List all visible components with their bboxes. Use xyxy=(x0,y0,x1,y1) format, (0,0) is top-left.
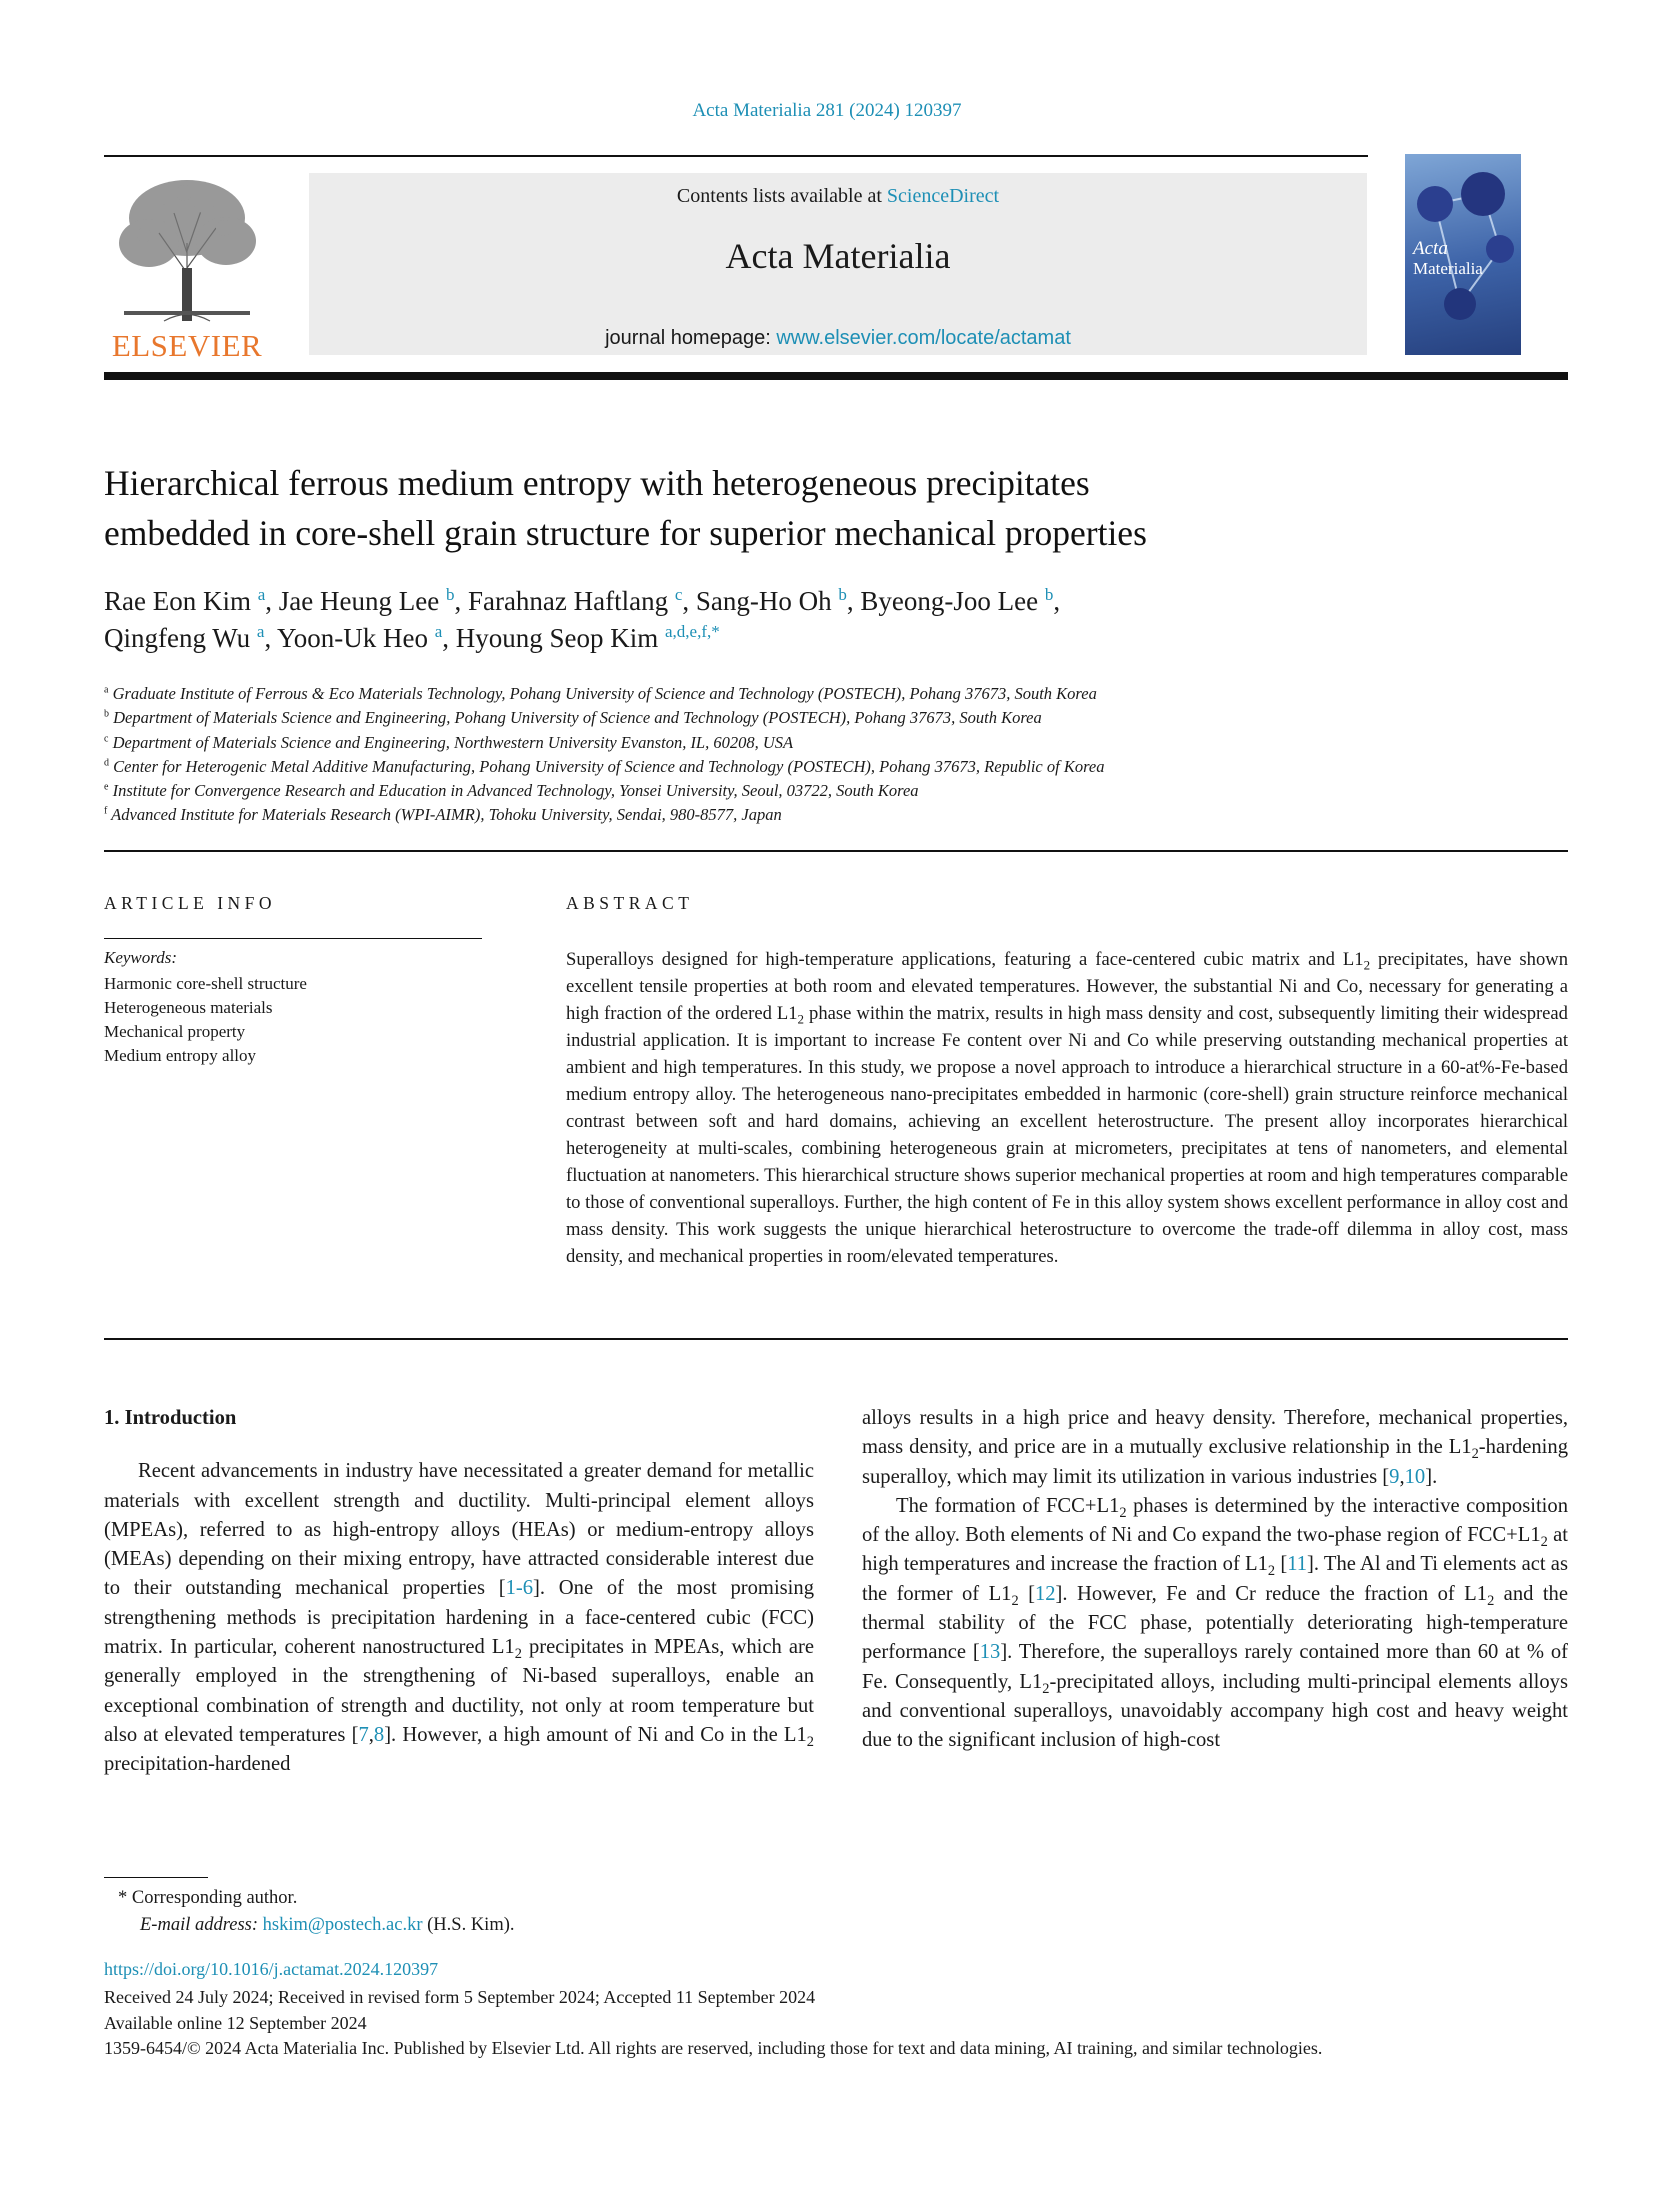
affiliation-list xyxy=(104,682,1504,828)
author[interactable]: Qingfeng Wu $^a$ xyxy=(104,622,265,653)
corresponding-author-footnote xyxy=(118,1885,515,1938)
title-line-1: Hierarchical ferrous medium entropy with heterogeneous precipitates xyxy=(104,463,1090,503)
keyword: Mechanical property xyxy=(104,1022,246,1041)
article-info-rule xyxy=(104,938,482,939)
elsevier-wordmark: ELSEVIER xyxy=(111,328,263,363)
keyword: Harmonic core-shell structure xyxy=(104,974,307,993)
section-heading-introduction: 1. Introduction xyxy=(104,1407,237,1429)
citation-link[interactable]: 1-6 xyxy=(505,1577,534,1600)
footnote-rule xyxy=(104,1877,208,1878)
contents-prefix: Contents lists available at xyxy=(676,185,887,207)
contents-available-line xyxy=(309,185,1367,208)
doi-link[interactable]: https://doi.org/10.1016/j.actamat.2024.120397 xyxy=(104,1959,439,1979)
keywords-label: Keywords: xyxy=(104,948,178,967)
abstract-text: Superalloys designed for high-temperature applications, featuring a face-centered cubic matrix and $L1_2$ precipitates, have shown excellent tensile properties at both room and elevated temperatures. However, the substantial Ni and Co, necessary for generating a high fraction of the ordered $L1_2$ phase within the matrix, results in high mass density and cost, subsequently limiting their widespread industrial application. It is important to increase Fe content over Ni and Co while preserving outstanding mechanical properties at ambient and high temperatures. In this study, we propose a novel approach to introduce a hierarchical structure in a 60-at%-Fe-based medium entropy alloy. The heterogeneous nano-precipitates embedded in harmonic (core-shell) grain structure reinforce mechanical contrast between soft and hard domains, achieving an excellent heterostructure. The present alloy incorporates hierarchical heterogeneity at multi-scales, combining heterogeneous grain at micrometers, precipitates at tens of nanometers, and elemental fluctuation at nanometers. This hierarchical structure shows superior mechanical properties at room and high temperatures comparable to those of conventional superalloys. Further, the high content of Fe in this alloy system shows excellent performance in alloy cost and mass density. This work suggests the unique hierarchical heterostructure to overcome the trade-off dilemma in alloy cost, mass density, and mechanical properties in room/elevated temperatures. xyxy=(566,949,1568,1267)
citation-link[interactable]: 11 xyxy=(1287,1553,1308,1576)
author[interactable]: Byeong-Joo Lee $^b$ xyxy=(860,585,1054,616)
cover-title-materialia: Materialia xyxy=(1413,259,1483,278)
keyword: Heterogeneous materials xyxy=(104,998,273,1017)
journal-reference-link[interactable]: Acta Materialia 281 (2024) 120397 xyxy=(692,100,962,121)
author[interactable]: Yoon-Uk Heo $^a$ xyxy=(276,622,443,653)
journal-homepage-line xyxy=(309,327,1367,350)
body-column-left xyxy=(104,1404,814,1780)
citation-link[interactable]: 8 xyxy=(373,1723,385,1746)
affiliation: $^b$ Department of Materials Science and Engineering, Pohang University of Science and Technology (POSTECH), Pohang 37673, South Korea xyxy=(104,708,1042,728)
affiliation: $^d$ Center for Heterogenic Metal Additive Manufacturing, Pohang University of Science and Technology (POSTECH), Pohang 37673, Republic of Korea xyxy=(104,756,1105,776)
body-paragraph: The formation of $FCC+L1_2$ phases is determined by the interactive composition of the alloy. Both elements of Ni and Co expand the two-phase region of $FCC+L1_2$ at high temperatures and increase the fraction of $L1_2$ [11]. The Al and Ti elements act as the former of $L1_2$ [12]. However, Fe and Cr reduce the fraction of $L1_2$ and the thermal stability of the FCC phase, potentially deteriorating high-temperature performance [13]. Therefore, the superalloys rarely contained more than 60 at % of Fe. Consequently, $L1_2$-precipitated alloys, including multi-principal elements alloys and conventional superalloys, unavoidably accompany high cost and heavy weight due to the significant inclusion of high-cost xyxy=(862,1494,1569,1752)
body-column-right xyxy=(862,1404,1568,1756)
header-rule xyxy=(104,155,1368,157)
available-online: Available online 12 September 2024 xyxy=(104,2012,367,2033)
journal-cover-thumbnail[interactable] xyxy=(1405,154,1521,355)
body-paragraph: alloys results in a high price and heavy density. Therefore, mechanical properties, mass density, and price are in a mutually exclusive relationship in the $L1_2$-hardening superalloy, which may limit its utilization in various industries [9,10]. xyxy=(862,1407,1568,1488)
author[interactable]: Farahnaz Haftlang $^c$ xyxy=(467,585,683,616)
journal-name: Acta Materialia xyxy=(725,236,951,276)
citation-link[interactable]: 10 xyxy=(1404,1465,1426,1488)
affiliation: $^c$ Department of Materials Science and Engineering, Northwestern University Evanston, IL, 60208, USA xyxy=(104,732,794,752)
body-paragraph: Recent advancements in industry have necessitated a greater demand for metallic materials with excellent strength and ductility. Multi-principal element alloys (MPEAs), referred to as high-entropy alloys (HEAs) or medium-entropy alloys (MEAs) depending on their mixing entropy, have attracted considerable interest due to their outstanding mechanical properties [1-6]. One of the most promising strengthening methods is precipitation hardening in a face-centered cubic (FCC) matrix. In particular, coherent nanostructured $L1_2$ precipitates in MPEAs, which are generally employed in the strengthening of Ni-based superalloys, enable an exceptional combination of strength and ductility, not only at room temperature but also at elevated temperatures [7,8]. However, a high amount of Ni and Co in the $L1_2$ precipitation-hardened xyxy=(104,1460,814,1776)
keyword: Medium entropy alloy xyxy=(104,1046,257,1065)
affiliation: $^e$ Institute for Convergence Research and Education in Advanced Technology, Yonsei University, Seoul, 03722, South Korea xyxy=(104,781,919,801)
affiliation-rule xyxy=(104,850,1568,852)
journal-homepage-link[interactable]: www.elsevier.com/locate/actamat xyxy=(776,327,1071,349)
citation-link[interactable]: 12 xyxy=(1034,1582,1056,1605)
article-history xyxy=(104,1985,1568,2062)
received-dates: Received 24 July 2024; Received in revised form 5 September 2024; Accepted 11 September 2024 xyxy=(104,1987,816,2007)
author[interactable]: Rae Eon Kim $^a$ xyxy=(104,585,266,616)
title-line-2: embedded in core-shell grain structure for superior mechanical properties xyxy=(104,513,1147,553)
corresponding-author-line: * Corresponding author. xyxy=(118,1888,298,1908)
citation-link[interactable]: 7 xyxy=(358,1723,369,1746)
sciencedirect-link[interactable]: ScienceDirect xyxy=(886,185,1000,207)
author[interactable]: Sang-Ho Oh $^b$ xyxy=(695,585,847,616)
author[interactable]: Hyoung Seop Kim $^{a,d,e,f,*}$ xyxy=(455,622,720,653)
copyright-notice: 1359-6454/© 2024 Acta Materialia Inc. Published by Elsevier Ltd. All rights are reserved, including those for text and data mining, AI training, and similar technologies. xyxy=(104,2038,1323,2058)
citation-link[interactable]: 9 xyxy=(1389,1465,1400,1488)
header-thick-rule xyxy=(104,372,1568,380)
journal-masthead xyxy=(309,173,1367,355)
abstract-rule xyxy=(104,1338,1568,1340)
affiliation: $^a$ Graduate Institute of Ferrous & Eco Materials Technology, Pohang University of Science and Technology (POSTECH), Pohang 37673, South Korea xyxy=(104,684,1097,703)
email-link[interactable]: hskim@postech.ac.kr xyxy=(262,1914,423,1935)
homepage-prefix: journal homepage: xyxy=(605,327,777,349)
abstract-heading: ABSTRACT xyxy=(566,893,694,913)
author-list: Rae Eon Kim $^a$, Jae Heung Lee $^b$, Farahnaz Haftlang $^c$, Sang-Ho Oh $^b$, Byeong-Joo Lee $^b$, Qingfeng Wu $^a$, Yoon-Uk Heo $^a$, Hyoung Seop Kim $^{a,d,e,f,*}$ xyxy=(104,585,1061,653)
author[interactable]: Jae Heung Lee $^b$ xyxy=(278,585,455,616)
article-info-heading: ARTICLE INFO xyxy=(104,893,277,913)
citation-link[interactable]: 13 xyxy=(979,1641,1001,1664)
affiliation: $^f$ Advanced Institute for Materials Research (WPI-AIMR), Tohoku University, Sendai, 980-8577, Japan xyxy=(104,805,782,825)
email-line: E-mail address: hskim@postech.ac.kr (H.S. Kim). xyxy=(140,1914,515,1935)
cover-title-acta: Acta xyxy=(1413,238,1448,259)
keywords-list xyxy=(104,972,307,1068)
article-title xyxy=(104,458,1504,558)
